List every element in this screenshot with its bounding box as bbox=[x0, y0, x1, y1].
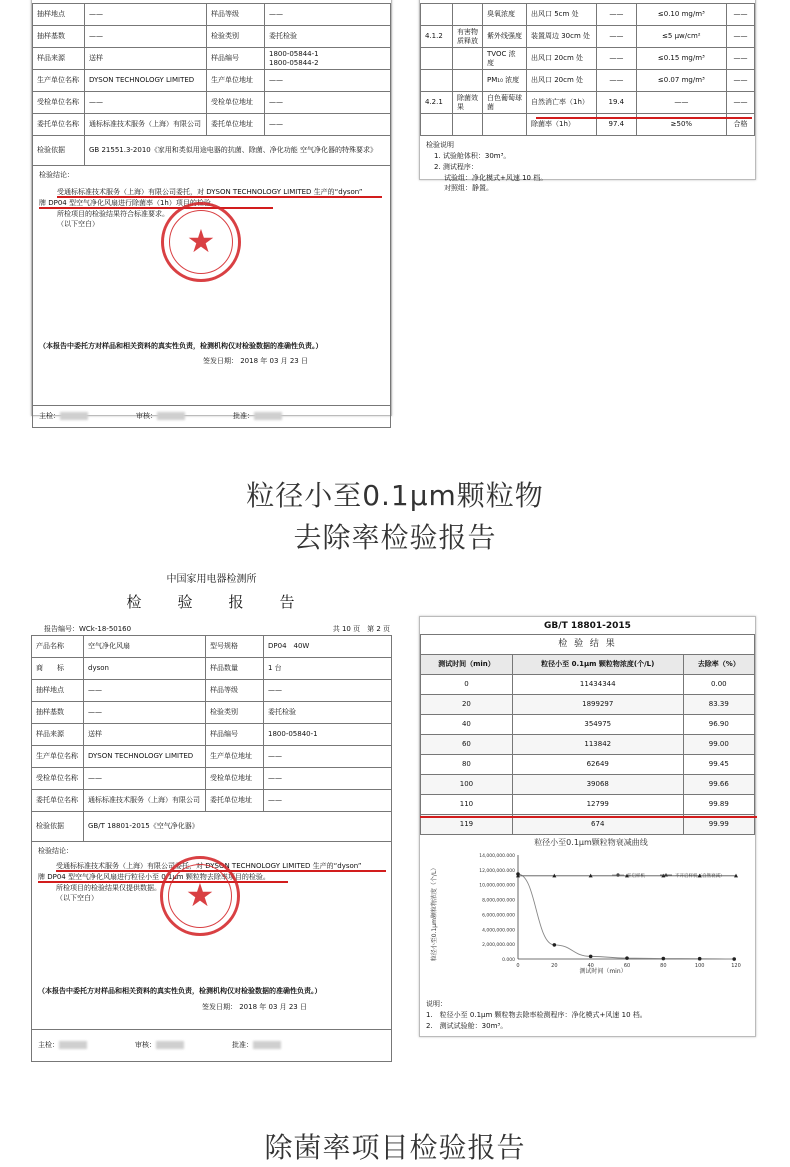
chart-data-point bbox=[698, 957, 702, 961]
table-row: 委托单位名称 通标标准技术服务（上海）有限公司 委托单位地址 —— bbox=[32, 790, 392, 812]
table-row: 臭氧浓度 出风口 5cm 处 —— ≤0.10 mg/m³ —— bbox=[421, 4, 755, 26]
chart-y-tick-label: 6,000,000.000 bbox=[482, 913, 515, 919]
report-page-2 bbox=[31, 635, 392, 1075]
chart-data-point bbox=[553, 943, 557, 947]
report1-signatures: 主检： 审核： 批准： bbox=[32, 406, 391, 428]
table-row: 抽样基数 —— 检验类别 委托检验 bbox=[33, 26, 391, 48]
chart-y-tick-label: 8,000,000.000 bbox=[482, 898, 515, 904]
table-row: 40 354975 96.90 bbox=[421, 715, 755, 735]
signature-blur bbox=[254, 412, 282, 420]
red-underline bbox=[420, 816, 757, 818]
report-page-2-header: 中国家用电器检测所 检 验 报 告 bbox=[126, 574, 297, 611]
table-row: 0 11434344 0.00 bbox=[421, 675, 755, 695]
table-row: PM₁₀ 浓度 出风口 20cm 处 —— ≤0.07 mg/m³ —— bbox=[421, 70, 755, 92]
chart-data-point bbox=[662, 957, 666, 961]
official-seal-stamp: ★ bbox=[160, 856, 240, 936]
table-row: 检 验 结 果 bbox=[421, 635, 755, 655]
report1-info-table bbox=[32, 3, 391, 166]
signature-blur bbox=[253, 1041, 281, 1049]
chart-data-point bbox=[625, 956, 629, 960]
table-row: 4.2.1 除菌效果 白色葡萄球菌 自然消亡率（1h） 19.4 —— —— bbox=[421, 92, 755, 114]
table-row: 4.1.2 有害物质释放 紫外线强度 装置周边 30cm 处 —— ≤5 μw/cm² —— bbox=[421, 26, 755, 48]
table-row: 80 62649 99.45 bbox=[421, 755, 755, 775]
table-header-row: 测试时间（min） 粒径小至 0.1μm 颗粒物浓度(个/L) 去除率（%） bbox=[421, 655, 755, 675]
table-row: 检验依据 GB 21551.3-2010《家用和类似用途电器的抗菌、除菌、净化功能 空气净化器的特殊要求》 bbox=[33, 136, 391, 166]
signature-blur bbox=[157, 412, 185, 420]
chart-x-tick-label: 120 bbox=[731, 963, 741, 969]
report-page-2-meta: 报告编号：WCk-18-50160 共 10 页 第 2 页 bbox=[44, 625, 390, 633]
report2-signatures: 主检： 审核： 批准： bbox=[31, 1030, 392, 1062]
signature-blur bbox=[60, 412, 88, 420]
decay-chart-svg bbox=[426, 831, 751, 996]
results1-notes: 检验说明 1. 试验舱体积：30m³。 2. 测试程序： 试验组：净化模式+风速 10 档。 对照组：静置。 bbox=[426, 141, 548, 193]
report-page-results-2: GB/T 18801-2015 检 验 结 果 测试时间（min） 粒径小至 0.1μm 颗粒物浓度(个/L) 去除率（%） 0 11434344 0.00 20 1899297 83.39 40 354975 96.90 60 113842 99.00 80 62649 99.45 100 39068 99.66 110 12799 99.89 119 674 99.99 粒径小至0.1μm颗粒物衰减曲线 测试时间（min） 粒径小至0.1μm颗粒物浓度（个/L） 0.000 2,000,000.000 4,000,000.000 6,000,000.000 8,000,000.000 10,000,000.000 12,000,000.000 14,000,000.000 0 20 40 60 80 100 120 开启样机 不开启样机（自然衰减） 说明： 1. 粒径小至 0.1μm 颗粒物去除率检测程序：净化模式+风速 10 档。 2. 测试试验舱：30m³。 bbox=[419, 616, 756, 1037]
red-underline bbox=[536, 117, 752, 119]
chart-series-line bbox=[518, 874, 734, 959]
table-row: 抽样地点 —— 样品等级 —— bbox=[33, 4, 391, 26]
section-heading-particle: 粒径小至0.1μm颗粒物 去除率检验报告 bbox=[246, 479, 544, 554]
chart-legend-label: 开启样机 bbox=[627, 874, 645, 879]
table-row: 60 113842 99.00 bbox=[421, 735, 755, 755]
chart-y-tick-label: 2,000,000.000 bbox=[482, 943, 515, 949]
table-row: TVOC 浓度 出风口 20cm 处 —— ≤0.15 mg/m³ —— bbox=[421, 48, 755, 70]
chart-y-tick-label: 4,000,000.000 bbox=[482, 928, 515, 934]
decay-chart bbox=[426, 831, 751, 996]
report1-conclusion: 检验结论： 受通标标准技术服务（上海）有限公司委托，对 DYSON TECHNOLOGY LIMITED 生产的“dyson” 牌 DP04 型空气净化风扇进行除菌率（1h）项目的检验。 所检项目的检验结果符合标准要求。 （以下空白） ★ （本报告中委托方对样品和相关资料的真实性负责，检测机构仅对检验数据的准确性负责。） 签发日期： 2018 年 03 月 23 日 bbox=[32, 166, 391, 406]
table-row: 产品名称 空气净化风扇 型号规格 DP04 40W bbox=[32, 636, 392, 658]
chart-title: 粒径小至0.1μm颗粒物衰减曲线 bbox=[534, 838, 648, 847]
particle-results-table bbox=[420, 634, 755, 835]
table-row: 抽样基数 —— 检验类别 委托检验 bbox=[32, 702, 392, 724]
report-page-1 bbox=[31, 0, 392, 421]
table-row: 除菌率（1h） 97.4 ≥50% 合格 bbox=[421, 114, 755, 136]
table-row: 样品来源 送样 样品编号 1800-05840-1 bbox=[32, 724, 392, 746]
chart-legend-label: 不开启样机（自然衰减） bbox=[675, 874, 725, 879]
chart-plot-area bbox=[479, 853, 741, 969]
chart-x-tick-label: 40 bbox=[587, 963, 594, 969]
report-page-results-1 bbox=[419, 0, 756, 193]
chart-y-tick-label: 10,000,000.000 bbox=[479, 883, 515, 889]
table-row: 20 1899297 83.39 bbox=[421, 695, 755, 715]
table-row: 抽样地点 —— 样品等级 —— bbox=[32, 680, 392, 702]
chart-x-tick-label: 80 bbox=[660, 963, 667, 969]
table-row: 受检单位名称 —— 受检单位地址 —— bbox=[32, 768, 392, 790]
chart-x-tick-label: 60 bbox=[623, 963, 631, 969]
results2-notes: 说明： 1. 粒径小至 0.1μm 颗粒物去除率检测程序：净化模式+风速 10 档。 2. 测试试验舱：30m³。 bbox=[426, 1000, 647, 1030]
chart-data-point bbox=[589, 955, 593, 959]
table-row: 受检单位名称 —— 受检单位地址 —— bbox=[33, 92, 391, 114]
table-row: 检验依据 GB/T 18801-2015《空气净化器》 bbox=[32, 812, 392, 842]
chart-x-axis-label: 测试时间（min） bbox=[579, 968, 627, 975]
chart-y-tick-label: 14,000,000.000 bbox=[479, 854, 515, 859]
table-row: 商 标 dyson 样品数量 1 台 bbox=[32, 658, 392, 680]
report2-conclusion: 检验结论： 受通标标准技术服务（上海）有限公司委托，对 DYSON TECHNOLOGY LIMITED 生产的“dyson” 牌 DP04 型空气净化风扇进行粒径小至 0.1μm 颗粒物去除率项目的检验。 所检项目的检验结果仅提供数据。 （以下空白） ★ （本报告中委托方对样品和相关资料的真实性负责，检测机构仅对检验数据的准确性负责。） 签发日期： 2018 年 03 月 23 日 bbox=[31, 842, 392, 1030]
table-row: 119 674 99.99 bbox=[421, 815, 755, 835]
chart-data-point bbox=[732, 957, 736, 961]
table-row: 生产单位名称 DYSON TECHNOLOGY LIMITED 生产单位地址 —— bbox=[33, 70, 391, 92]
chart-y-tick-label: 0.000 bbox=[502, 958, 515, 963]
signature-blur bbox=[156, 1041, 184, 1049]
table-row: 样品来源 送样 样品编号 1800-05844-1 1800-05844-2 bbox=[33, 48, 391, 70]
chart-x-tick-label: 0 bbox=[516, 963, 520, 969]
chart-y-tick-label: 12,000,000.000 bbox=[479, 868, 515, 874]
red-underline bbox=[57, 196, 382, 198]
official-seal-stamp: ★ bbox=[161, 202, 241, 282]
report2-info-table bbox=[31, 635, 392, 842]
chart-x-tick-label: 100 bbox=[694, 963, 705, 969]
chart-x-tick-label: 20 bbox=[551, 963, 558, 969]
table-row: 生产单位名称 DYSON TECHNOLOGY LIMITED 生产单位地址 —— bbox=[32, 746, 392, 768]
chart-y-axis-label: 粒径小至0.1μm颗粒物浓度（个/L） bbox=[431, 864, 438, 962]
table-row: 110 12799 99.89 bbox=[421, 795, 755, 815]
red-underline bbox=[39, 207, 273, 209]
table-row: 委托单位名称 通标标准技术服务（上海）有限公司 委托单位地址 —— bbox=[33, 114, 391, 136]
table-row: 100 39068 99.66 bbox=[421, 775, 755, 795]
section-heading-bacteria: 除菌率项目检验报告 bbox=[264, 1131, 526, 1164]
signature-blur bbox=[59, 1041, 87, 1049]
